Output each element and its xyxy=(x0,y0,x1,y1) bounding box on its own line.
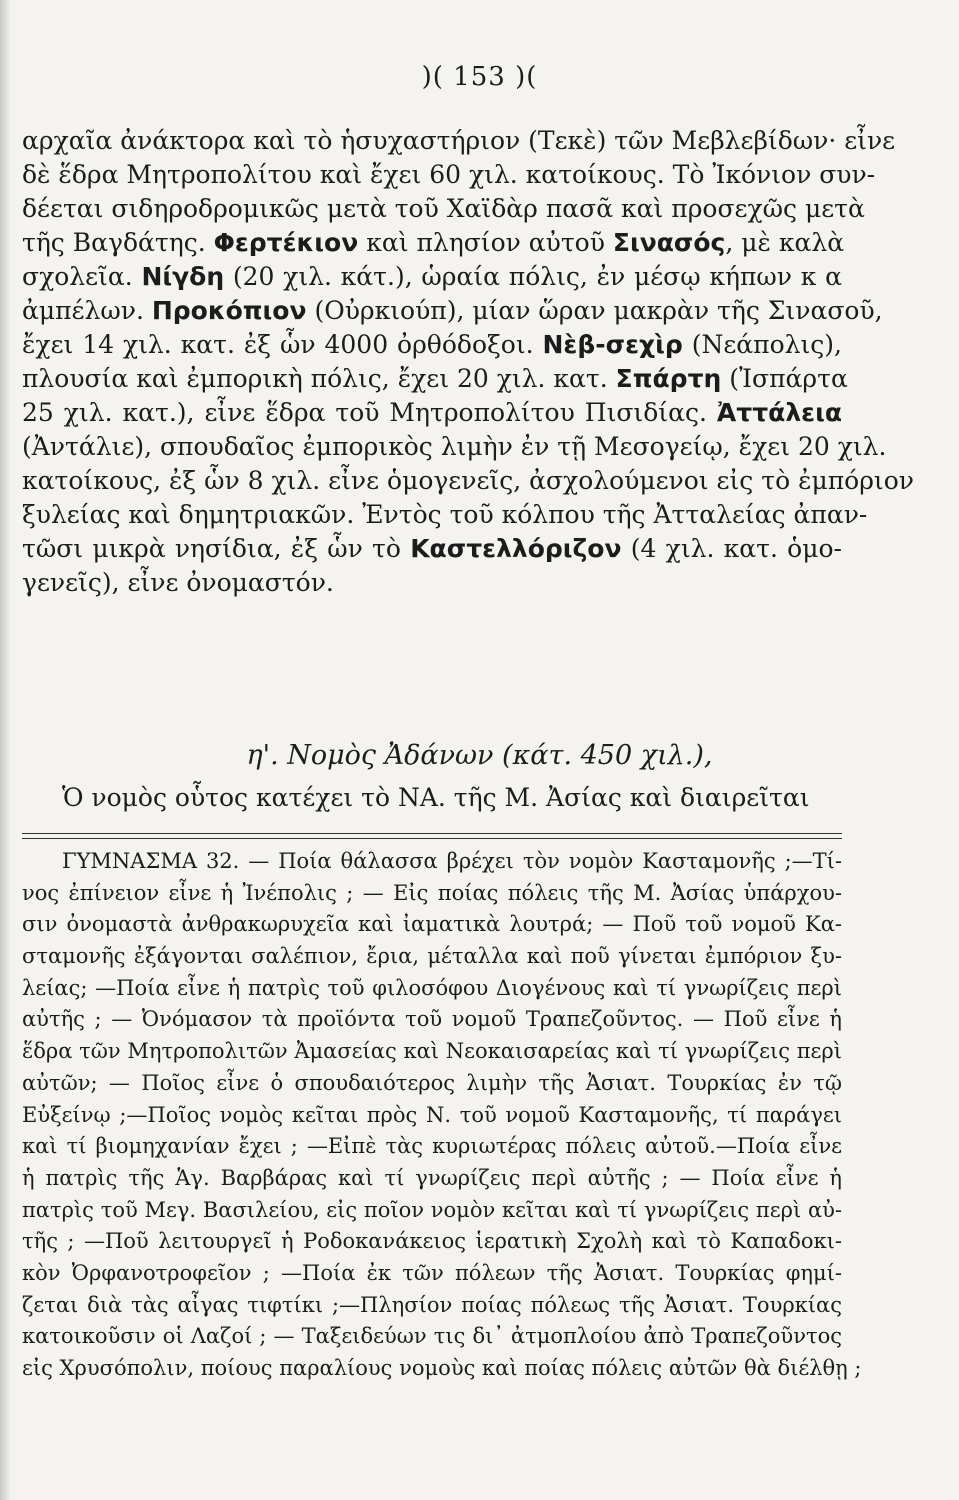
section-intro-line: Ὁ νομὸς οὗτος κατέχει τὸ ΝΑ. τῆς Μ. Ἀσίας καὶ διαιρεῖται xyxy=(62,783,810,812)
exercise-line: σταμονῆς ἐξάγονται σαλέπιον, ἔρια, μέταλλα καὶ ποῦ γίνεται ἐμπόριον ξυ- xyxy=(22,944,842,969)
paragraph-line xyxy=(22,464,914,498)
text-run: (Ἰσπάρτα xyxy=(721,364,848,393)
exercise-line: ΓΥΜΝΑΣΜΑ 32. — Ποία θάλασσα βρέχει τὸν νομὸν Κασταμονῆς ;—Τί- xyxy=(62,849,842,873)
place-name: Σπάρτη xyxy=(615,364,722,393)
exercise-line: πατρὶς τοῦ Μεγ. Βασιλείου, εἰς ποῖον νομὸν κεῖται καὶ τί γνωρίζεις περὶ αὐ- xyxy=(22,1197,842,1222)
paragraph-line xyxy=(22,328,842,362)
text-run: πλουσία καὶ ἐμπορικὴ πόλις, ἔχει 20 χιλ. κατ. xyxy=(22,364,616,393)
text-run: ἀμπέλων. xyxy=(22,296,152,325)
text-run: τῶσι μικρὰ νησίδια, ἐξ ὧν τὸ xyxy=(22,534,411,563)
place-name: Καστελλόριζον xyxy=(410,534,622,563)
text-run: κατοίκους, ἐξ ὧν 8 χιλ. εἶνε ὁμογενεῖς, ἀσχολούμενοι εἰς τὸ ἐμπόριον xyxy=(22,466,914,495)
exercise-line: αὐτῶν; — Ποῖος εἶνε ὁ σπουδαιότερος λιμὴν τῆς Ἀσιατ. Τουρκίας ἐν τῷ xyxy=(22,1070,842,1095)
text-run: αρχαῖα ἀνάκτορα καὶ τὸ ἡσυχαστήριον (Τεκὲ) τῶν Μεβλεβίδων· εἶνε xyxy=(22,126,896,155)
paragraph-line xyxy=(22,226,845,260)
text-run: (4 χιλ. κατ. ὁμο- xyxy=(621,534,842,563)
exercise-line: Εὐξείνῳ ;—Ποῖος νομὸς κεῖται πρὸς Ν. τοῦ νομοῦ Κασταμονῆς, τί παράγει xyxy=(22,1102,842,1127)
text-run: (Οὐρκιούπ), μίαν ὥραν μακρὰν τῆς Σινασοῦ, xyxy=(306,296,883,325)
place-name: Φερτέκιον xyxy=(213,228,359,257)
text-run: τῆς Βαγδάτης. xyxy=(22,228,214,257)
paragraph-line xyxy=(22,124,896,158)
text-run: , μὲ καλὰ xyxy=(725,228,845,257)
exercise-line: κὸν Ὀρφανοτροφεῖον ; —Ποία ἐκ τῶν πόλεων τῆς Ἀσιατ. Τουρκίας φημί- xyxy=(22,1260,842,1285)
text-run: (20 χιλ. κάτ.), ὡραία πόλις, ἐν μέσῳ κήπων κ α xyxy=(224,262,842,291)
exercise-line: αὐτῆς ; — Ὀνόμασον τὰ προϊόντα τοῦ νομοῦ Τραπεζοῦντος. — Ποῦ εἶνε ἡ xyxy=(22,1007,842,1032)
paragraph-line xyxy=(22,430,887,464)
place-name: Προκόπιον xyxy=(151,296,307,325)
exercise-line: εἰς Χρυσόπολιν, ποίους παραλίους νομοὺς καὶ ποίας πόλεις αὐτῶν θὰ διέλθῃ ; xyxy=(22,1356,862,1380)
section-title: η'. Νομὸς Ἀδάνων (κάτ. 450 χιλ.), xyxy=(246,740,713,771)
exercise-line: ἕδρα τῶν Μητροπολιτῶν Ἀμασείας καὶ Νεοκαισαρείας καὶ τί γνωρίζεις περὶ xyxy=(22,1039,842,1064)
exercise-line: λείας; —Ποία εἶνε ἡ πατρὶς τοῦ φιλοσόφου Διογένους καὶ τί γνωρίζεις περὶ xyxy=(22,975,842,1000)
text-run: δὲ ἕδρα Μητροπολίτου καὶ ἔχει 60 χιλ. κατοίκους. Τὸ Ἰκόνιον συν- xyxy=(22,160,876,189)
exercise-line: ἡ πατρὶς τῆς Ἁγ. Βαρβάρας καὶ τί γνωρίζεις περὶ αὐτῆς ; — Ποία εἶνε ἡ xyxy=(22,1165,842,1190)
text-run: ἔχει 14 χιλ. κατ. ἐξ ὧν 4000 ὀρθόδοξοι. xyxy=(22,330,543,359)
exercise-line: σιν ὀνομαστὰ ἀνθρακωρυχεῖα καὶ ἰαματικὰ λουτρά; — Ποῦ τοῦ νομοῦ Κα- xyxy=(22,912,842,937)
section-intro xyxy=(62,781,842,815)
text-run: (Νεάπολις), xyxy=(682,330,842,359)
paragraph-line xyxy=(22,294,883,328)
text-run: ξυλείας καὶ δημητριακῶν. Ἐντὸς τοῦ κόλπου τῆς Ἀτταλείας ἀπαν- xyxy=(22,500,868,529)
text-run: 25 χιλ. κατ.), εἶνε ἕδρα τοῦ Μητροπολίτου Πισιδίας. xyxy=(22,398,717,427)
exercise-line: τῆς ; —Ποῦ λειτουργεῖ ἡ Ροδοκανάκειος ἱερατικὴ Σχολὴ καὶ τὸ Καπαδοκι- xyxy=(22,1229,842,1254)
divider-rule xyxy=(22,833,842,834)
paragraph-line xyxy=(22,260,842,294)
text-run: γενεῖς), εἶνε ὀνομαστόν. xyxy=(22,568,334,597)
paragraph-line xyxy=(22,362,848,396)
exercise-line: κατοικοῦσιν οἱ Λαζοί ; — Ταξειδεύων τις δι᾽ ἀτμοπλοίου ἀπὸ Τραπεζοῦντος xyxy=(22,1324,842,1349)
text-run: σχολεῖα. xyxy=(22,262,142,291)
divider-rule xyxy=(22,838,842,839)
paragraph-line xyxy=(22,192,865,226)
place-name: Νὲβ-σεχὶρ xyxy=(542,330,683,359)
place-name: Νίγδη xyxy=(141,262,225,291)
page-header: )( 153 )( xyxy=(421,62,538,92)
text-run: καὶ πλησίον αὐτοῦ xyxy=(358,228,613,257)
text-run: δέεται σιδηροδρομικῶς μετὰ τοῦ Χαϊδὰρ πασᾶ καὶ προσεχῶς μετὰ xyxy=(22,194,865,223)
place-name: Ἀττάλεια xyxy=(716,398,842,427)
exercise-block xyxy=(22,846,862,1385)
paragraph-line xyxy=(22,566,842,600)
exercise-line: ζεται διὰ τὰς αἶγας τιφτίκι ;—Πλησίον ποίας πόλεως τῆς Ἀσιατ. Τουρκίας xyxy=(22,1292,842,1317)
paragraph-line xyxy=(22,498,868,532)
exercise-line: καὶ τί βιομηχανίαν ἔχει ; —Εἰπὲ τὰς κυριωτέρας πόλεις αὐτοῦ.—Ποία εἶνε xyxy=(22,1134,842,1159)
text-run: (Ἀντάλιε), σπουδαῖος ἐμπορικὸς λιμὴν ἐν τῇ Μεσογείῳ, ἔχει 20 χιλ. xyxy=(22,432,887,461)
main-paragraph xyxy=(22,124,914,600)
paragraph-line xyxy=(22,396,842,430)
exercise-line: νος ἐπίνειον εἶνε ἡ Ἰνέπολις ; — Εἰς ποίας πόλεις τῆς Μ. Ἀσίας ὑπάρχου- xyxy=(22,880,842,905)
place-name: Σινασός xyxy=(612,228,726,257)
paragraph-line xyxy=(22,532,842,566)
paragraph-line xyxy=(22,158,876,192)
